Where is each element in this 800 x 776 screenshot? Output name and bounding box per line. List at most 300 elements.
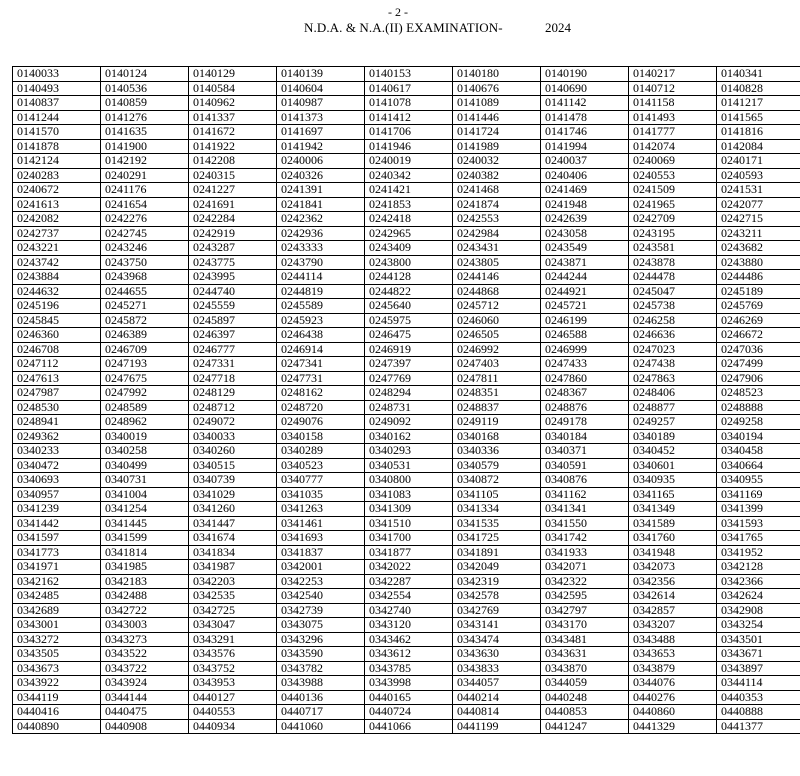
- roll-number-cell: 0243742: [13, 255, 101, 270]
- roll-number-cell: 0243409: [365, 241, 453, 256]
- roll-number-cell: 0440276: [629, 690, 717, 705]
- roll-number-cell: 0342203: [189, 574, 277, 589]
- roll-number-cell: 0244128: [365, 270, 453, 285]
- roll-number-cell: 0340515: [189, 458, 277, 473]
- roll-number-cell: 0243878: [629, 255, 717, 270]
- table-row: [13, 110, 800, 125]
- roll-number-cell: 0240032: [453, 154, 541, 169]
- roll-number-cell: 0343612: [365, 647, 453, 662]
- roll-number-cell: 0246672: [717, 328, 800, 343]
- roll-number-cell: 0140584: [189, 81, 277, 96]
- roll-number-cell: 0340371: [541, 444, 629, 459]
- roll-number-cell: 0142084: [717, 139, 800, 154]
- table-row: [13, 67, 800, 82]
- roll-number-cell: 0248351: [453, 386, 541, 401]
- roll-number-cell: 0244819: [277, 284, 365, 299]
- roll-number-cell: 0341029: [189, 487, 277, 502]
- roll-number-cell: 0341837: [277, 545, 365, 560]
- roll-number-cell: 0341593: [717, 516, 800, 531]
- roll-number-cell: 0247987: [13, 386, 101, 401]
- roll-number-cell: 0140180: [453, 67, 541, 82]
- roll-number-cell: 0242737: [13, 226, 101, 241]
- roll-number-cell: 0440934: [189, 719, 277, 734]
- roll-number-cell: 0341004: [101, 487, 189, 502]
- roll-number-cell: 0342049: [453, 560, 541, 575]
- roll-number-cell: 0141478: [541, 110, 629, 125]
- roll-number-cell: 0142192: [101, 154, 189, 169]
- roll-number-cell: 0141946: [365, 139, 453, 154]
- roll-number-cell: 0242284: [189, 212, 277, 227]
- table-row: [13, 241, 800, 256]
- table-row: [13, 444, 800, 459]
- roll-number-cell: 0247675: [101, 371, 189, 386]
- roll-number-cell: 0248530: [13, 400, 101, 415]
- roll-number-cell: 0441060: [277, 719, 365, 734]
- roll-number-cell: 0343481: [541, 632, 629, 647]
- roll-number-cell: 0142124: [13, 154, 101, 169]
- roll-number-cell: 0340189: [629, 429, 717, 444]
- roll-number-cell: 0340872: [453, 473, 541, 488]
- roll-number-cell: 0240406: [541, 168, 629, 183]
- roll-number-cell: 0141078: [365, 96, 453, 111]
- roll-number-cell: 0245845: [13, 313, 101, 328]
- roll-number-cell: 0341700: [365, 531, 453, 546]
- roll-number-cell: 0141697: [277, 125, 365, 140]
- roll-number-cell: 0341725: [453, 531, 541, 546]
- roll-number-cell: 0241654: [101, 197, 189, 212]
- roll-number-cell: 0340601: [629, 458, 717, 473]
- roll-number-cell: 0343870: [541, 661, 629, 676]
- roll-number-cell: 0343522: [101, 647, 189, 662]
- roll-number-cell: 0340452: [629, 444, 717, 459]
- roll-number-cell: 0242082: [13, 212, 101, 227]
- roll-number-cell: 0341952: [717, 545, 800, 560]
- roll-number-cell: 0243775: [189, 255, 277, 270]
- table-row: [13, 560, 800, 575]
- roll-number-cell: 0340260: [189, 444, 277, 459]
- roll-number-cell: 0342857: [629, 603, 717, 618]
- roll-number-cell: 0243549: [541, 241, 629, 256]
- roll-number-cell: 0247860: [541, 371, 629, 386]
- table-row: [13, 342, 800, 357]
- roll-number-cell: 0440416: [13, 705, 101, 720]
- roll-number-cell: 0249362: [13, 429, 101, 444]
- roll-number-cell: 0342253: [277, 574, 365, 589]
- roll-number-cell: 0343590: [277, 647, 365, 662]
- roll-number-cell: 0242715: [717, 212, 800, 227]
- roll-number-cell: 0247731: [277, 371, 365, 386]
- roll-number-cell: 0341239: [13, 502, 101, 517]
- roll-number-cell: 0341674: [189, 531, 277, 546]
- roll-number-cell: 0245640: [365, 299, 453, 314]
- roll-number-cell: 0241391: [277, 183, 365, 198]
- roll-number-cell: 0248877: [629, 400, 717, 415]
- roll-number-cell: 0343953: [189, 676, 277, 691]
- roll-number-cell: 0342485: [13, 589, 101, 604]
- roll-number-cell: 0246992: [453, 342, 541, 357]
- roll-number-cell: 0248294: [365, 386, 453, 401]
- table-row: [13, 183, 800, 198]
- roll-number-cell: 0244655: [101, 284, 189, 299]
- roll-number-cell: 0341461: [277, 516, 365, 531]
- roll-number-cell: 0240382: [453, 168, 541, 183]
- roll-number-cell: 0246505: [453, 328, 541, 343]
- roll-number-cell: 0244868: [453, 284, 541, 299]
- roll-number-cell: 0341550: [541, 516, 629, 531]
- roll-number-cell: 0343001: [13, 618, 101, 633]
- roll-number-cell: 0241509: [629, 183, 717, 198]
- roll-number-cell: 0344076: [629, 676, 717, 691]
- roll-number-cell: 0441247: [541, 719, 629, 734]
- roll-number-cell: 0243880: [717, 255, 800, 270]
- table-row: [13, 589, 800, 604]
- roll-number-cell: 0342319: [453, 574, 541, 589]
- roll-number-cell: 0241948: [541, 197, 629, 212]
- roll-number-cell: 0342001: [277, 560, 365, 575]
- roll-number-cell: 0240342: [365, 168, 453, 183]
- roll-number-cell: 0342073: [629, 560, 717, 575]
- roll-number-cell: 0340472: [13, 458, 101, 473]
- roll-number-cell: 0440553: [189, 705, 277, 720]
- roll-number-cell: 0141158: [629, 96, 717, 111]
- roll-number-cell: 0246060: [453, 313, 541, 328]
- roll-number-cell: 0343254: [717, 618, 800, 633]
- roll-number-cell: 0142208: [189, 154, 277, 169]
- roll-number-cell: 0340499: [101, 458, 189, 473]
- roll-number-cell: 0247613: [13, 371, 101, 386]
- roll-number-cell: 0141724: [453, 125, 541, 140]
- roll-number-cell: 0342739: [277, 603, 365, 618]
- roll-number-cell: 0343273: [101, 632, 189, 647]
- roll-number-cell: 0240291: [101, 168, 189, 183]
- roll-number-cell: 0248162: [277, 386, 365, 401]
- roll-number-cell: 0341814: [101, 545, 189, 560]
- roll-number-cell: 0240171: [717, 154, 800, 169]
- roll-number-cell: 0141746: [541, 125, 629, 140]
- roll-number-cell: 0441377: [717, 719, 800, 734]
- roll-number-cell: 0242077: [717, 197, 800, 212]
- roll-number-cell: 0141217: [717, 96, 800, 111]
- roll-number-cell: 0141446: [453, 110, 541, 125]
- roll-number-cell: 0340158: [277, 429, 365, 444]
- roll-number-cell: 0343988: [277, 676, 365, 691]
- table-row: [13, 328, 800, 343]
- roll-number-cell: 0245769: [717, 299, 800, 314]
- roll-number-cell: 0343462: [365, 632, 453, 647]
- roll-number-cell: 0242919: [189, 226, 277, 241]
- table-row: [13, 81, 800, 96]
- roll-number-cell: 0343047: [189, 618, 277, 633]
- roll-number-cell: 0244921: [541, 284, 629, 299]
- roll-number-cell: 0244478: [629, 270, 717, 285]
- roll-number-cell: 0241853: [365, 197, 453, 212]
- roll-number-cell: 0248589: [101, 400, 189, 415]
- page-number: - 2 -: [388, 5, 408, 19]
- roll-number-cell: 0248837: [453, 400, 541, 415]
- roll-number-cell: 0440127: [189, 690, 277, 705]
- roll-number-cell: 0340336: [453, 444, 541, 459]
- roll-number-cell: 0243995: [189, 270, 277, 285]
- roll-number-cell: 0141994: [541, 139, 629, 154]
- roll-number-cell: 0246999: [541, 342, 629, 357]
- roll-number-cell: 0247769: [365, 371, 453, 386]
- roll-number-cell: 0343653: [629, 647, 717, 662]
- exam-title: N.D.A. & N.A.(II) EXAMINATION-: [304, 20, 503, 35]
- roll-number-cell: 0241227: [189, 183, 277, 198]
- roll-number-cell: 0341877: [365, 545, 453, 560]
- roll-number-cell: 0246777: [189, 342, 277, 357]
- roll-number-cell: 0340731: [101, 473, 189, 488]
- roll-number-cell: 0343474: [453, 632, 541, 647]
- roll-number-cell: 0240037: [541, 154, 629, 169]
- roll-number-cell: 0245712: [453, 299, 541, 314]
- roll-number-cell: 0343296: [277, 632, 365, 647]
- roll-number-table: [12, 66, 800, 734]
- roll-number-cell: 0246588: [541, 328, 629, 343]
- roll-number-cell: 0247438: [629, 357, 717, 372]
- roll-number-cell: 0441329: [629, 719, 717, 734]
- table-row: [13, 386, 800, 401]
- roll-number-cell: 0247433: [541, 357, 629, 372]
- roll-number-cell: 0141276: [101, 110, 189, 125]
- roll-number-cell: 0141565: [717, 110, 800, 125]
- table-row: [13, 502, 800, 517]
- roll-number-cell: 0441066: [365, 719, 453, 734]
- roll-number-cell: 0248367: [541, 386, 629, 401]
- roll-number-cell: 0140837: [13, 96, 101, 111]
- roll-number-cell: 0440475: [101, 705, 189, 720]
- roll-number-cell: 0340876: [541, 473, 629, 488]
- roll-number-cell: 0243333: [277, 241, 365, 256]
- roll-number-cell: 0243211: [717, 226, 800, 241]
- roll-number-cell: 0244244: [541, 270, 629, 285]
- roll-number-cell: 0343207: [629, 618, 717, 633]
- table-row: [13, 661, 800, 676]
- roll-number-cell: 0247863: [629, 371, 717, 386]
- roll-number-cell: 0343120: [365, 618, 453, 633]
- roll-number-cell: 0343924: [101, 676, 189, 691]
- roll-number-cell: 0343671: [717, 647, 800, 662]
- roll-number-cell: 0241531: [717, 183, 800, 198]
- roll-number-cell: 0240019: [365, 154, 453, 169]
- roll-number-cell: 0245721: [541, 299, 629, 314]
- table-row: [13, 154, 800, 169]
- roll-number-cell: 0343501: [717, 632, 800, 647]
- roll-number-cell: 0341985: [101, 560, 189, 575]
- roll-number-cell: 0341162: [541, 487, 629, 502]
- table-row: [13, 473, 800, 488]
- table-row: [13, 603, 800, 618]
- roll-number-cell: 0343291: [189, 632, 277, 647]
- table-row: [13, 125, 800, 140]
- roll-number-cell: 0240315: [189, 168, 277, 183]
- roll-number-cell: 0141412: [365, 110, 453, 125]
- roll-number-cell: 0140129: [189, 67, 277, 82]
- roll-number-cell: 0343782: [277, 661, 365, 676]
- roll-number-cell: 0249178: [541, 415, 629, 430]
- roll-number-cell: 0340019: [101, 429, 189, 444]
- roll-number-cell: 0141989: [453, 139, 541, 154]
- roll-number-cell: 0242276: [101, 212, 189, 227]
- roll-number-cell: 0141493: [629, 110, 717, 125]
- roll-number-cell: 0243581: [629, 241, 717, 256]
- roll-number-cell: 0244822: [365, 284, 453, 299]
- roll-number-cell: 0340458: [717, 444, 800, 459]
- roll-number-cell: 0341597: [13, 531, 101, 546]
- roll-number-cell: 0141672: [189, 125, 277, 140]
- roll-number-cell: 0344059: [541, 676, 629, 691]
- roll-number-cell: 0341254: [101, 502, 189, 517]
- roll-number-cell: 0341891: [453, 545, 541, 560]
- roll-number-cell: 0341693: [277, 531, 365, 546]
- roll-number-cell: 0342540: [277, 589, 365, 604]
- roll-number-cell: 0341442: [13, 516, 101, 531]
- roll-number-cell: 0341341: [541, 502, 629, 517]
- roll-number-cell: 0243431: [453, 241, 541, 256]
- exam-year: 2024: [545, 20, 571, 35]
- roll-number-cell: 0242936: [277, 226, 365, 241]
- table-row: [13, 139, 800, 154]
- roll-number-cell: 0140712: [629, 81, 717, 96]
- roll-number-cell: 0242965: [365, 226, 453, 241]
- table-row: [13, 429, 800, 444]
- roll-number-cell: 0140139: [277, 67, 365, 82]
- roll-number-cell: 0242709: [629, 212, 717, 227]
- roll-number-cell: 0242639: [541, 212, 629, 227]
- roll-number-cell: 0342071: [541, 560, 629, 575]
- roll-number-cell: 0342183: [101, 574, 189, 589]
- roll-number-cell: 0248523: [717, 386, 800, 401]
- roll-number-cell: 0340162: [365, 429, 453, 444]
- roll-number-cell: 0243884: [13, 270, 101, 285]
- roll-number-cell: 0440888: [717, 705, 800, 720]
- roll-number-cell: 0241613: [13, 197, 101, 212]
- roll-number-cell: 0140493: [13, 81, 101, 96]
- roll-number-cell: 0341083: [365, 487, 453, 502]
- roll-number-cell: 0440248: [541, 690, 629, 705]
- roll-number-cell: 0342366: [717, 574, 800, 589]
- roll-number-cell: 0341399: [717, 502, 800, 517]
- roll-number-cell: 0343488: [629, 632, 717, 647]
- roll-number-cell: 0140124: [101, 67, 189, 82]
- roll-number-cell: 0141777: [629, 125, 717, 140]
- roll-number-cell: 0342689: [13, 603, 101, 618]
- table-row: [13, 719, 800, 734]
- roll-number-cell: 0240069: [629, 154, 717, 169]
- roll-number-cell: 0247397: [365, 357, 453, 372]
- roll-number-cell: 0241469: [541, 183, 629, 198]
- roll-number-cell: 0246914: [277, 342, 365, 357]
- roll-number-cell: 0246709: [101, 342, 189, 357]
- roll-number-cell: 0343922: [13, 676, 101, 691]
- roll-number-cell: 0246636: [629, 328, 717, 343]
- roll-number-cell: 0341510: [365, 516, 453, 531]
- roll-number-cell: 0141142: [541, 96, 629, 111]
- roll-number-cell: 0247499: [717, 357, 800, 372]
- roll-number-cell: 0340531: [365, 458, 453, 473]
- roll-number-cell: 0246919: [365, 342, 453, 357]
- roll-number-cell: 0341742: [541, 531, 629, 546]
- roll-number-cell: 0343505: [13, 647, 101, 662]
- roll-number-cell: 0340739: [189, 473, 277, 488]
- roll-number-cell: 0440853: [541, 705, 629, 720]
- roll-number-cell: 0342162: [13, 574, 101, 589]
- roll-number-cell: 0340233: [13, 444, 101, 459]
- roll-number-cell: 0140828: [717, 81, 800, 96]
- roll-number-cell: 0341760: [629, 531, 717, 546]
- roll-number-cell: 0341445: [101, 516, 189, 531]
- roll-number-cell: 0240553: [629, 168, 717, 183]
- roll-number-cell: 0245975: [365, 313, 453, 328]
- roll-number-cell: 0249257: [629, 415, 717, 430]
- roll-number-cell: 0343879: [629, 661, 717, 676]
- roll-number-cell: 0141635: [101, 125, 189, 140]
- roll-number-cell: 0246708: [13, 342, 101, 357]
- roll-number-cell: 0243805: [453, 255, 541, 270]
- roll-number-cell: 0343272: [13, 632, 101, 647]
- roll-number-cell: 0340664: [717, 458, 800, 473]
- roll-number-cell: 0340194: [717, 429, 800, 444]
- roll-number-cell: 0343003: [101, 618, 189, 633]
- roll-number-cell: 0141373: [277, 110, 365, 125]
- table-row: [13, 705, 800, 720]
- roll-number-cell: 0340033: [189, 429, 277, 444]
- roll-number-cell: 0343673: [13, 661, 101, 676]
- roll-number-cell: 0249258: [717, 415, 800, 430]
- roll-number-cell: 0246397: [189, 328, 277, 343]
- roll-number-cell: 0343785: [365, 661, 453, 676]
- roll-number-cell: 0341589: [629, 516, 717, 531]
- roll-number-cell: 0245738: [629, 299, 717, 314]
- roll-number-cell: 0243750: [101, 255, 189, 270]
- roll-number-cell: 0342908: [717, 603, 800, 618]
- roll-number-cell: 0245897: [189, 313, 277, 328]
- roll-number-cell: 0440724: [365, 705, 453, 720]
- roll-number-cell: 0340184: [541, 429, 629, 444]
- table-row: [13, 415, 800, 430]
- roll-number-cell: 0248129: [189, 386, 277, 401]
- roll-number-cell: 0340523: [277, 458, 365, 473]
- table-row: [13, 357, 800, 372]
- roll-number-cell: 0343897: [717, 661, 800, 676]
- roll-number-cell: 0248876: [541, 400, 629, 415]
- roll-number-cell: 0342595: [541, 589, 629, 604]
- roll-number-cell: 0247023: [629, 342, 717, 357]
- table-row: [13, 487, 800, 502]
- roll-number-cell: 0141878: [13, 139, 101, 154]
- roll-number-cell: 0249076: [277, 415, 365, 430]
- roll-number-cell: 0341765: [717, 531, 800, 546]
- roll-number-cell: 0141942: [277, 139, 365, 154]
- roll-number-cell: 0440214: [453, 690, 541, 705]
- roll-number-cell: 0245047: [629, 284, 717, 299]
- roll-number-cell: 0241421: [365, 183, 453, 198]
- table-row: [13, 255, 800, 270]
- table-row: [13, 458, 800, 473]
- table-row: [13, 400, 800, 415]
- roll-number-cell: 0248888: [717, 400, 800, 415]
- roll-number-cell: 0249092: [365, 415, 453, 430]
- roll-number-cell: 0140962: [189, 96, 277, 111]
- roll-number-cell: 0141337: [189, 110, 277, 125]
- roll-number-cell: 0342740: [365, 603, 453, 618]
- roll-number-cell: 0340957: [13, 487, 101, 502]
- roll-number-cell: 0340935: [629, 473, 717, 488]
- roll-number-cell: 0343998: [365, 676, 453, 691]
- roll-number-cell: 0341349: [629, 502, 717, 517]
- roll-number-cell: 0340258: [101, 444, 189, 459]
- roll-number-cell: 0344144: [101, 690, 189, 705]
